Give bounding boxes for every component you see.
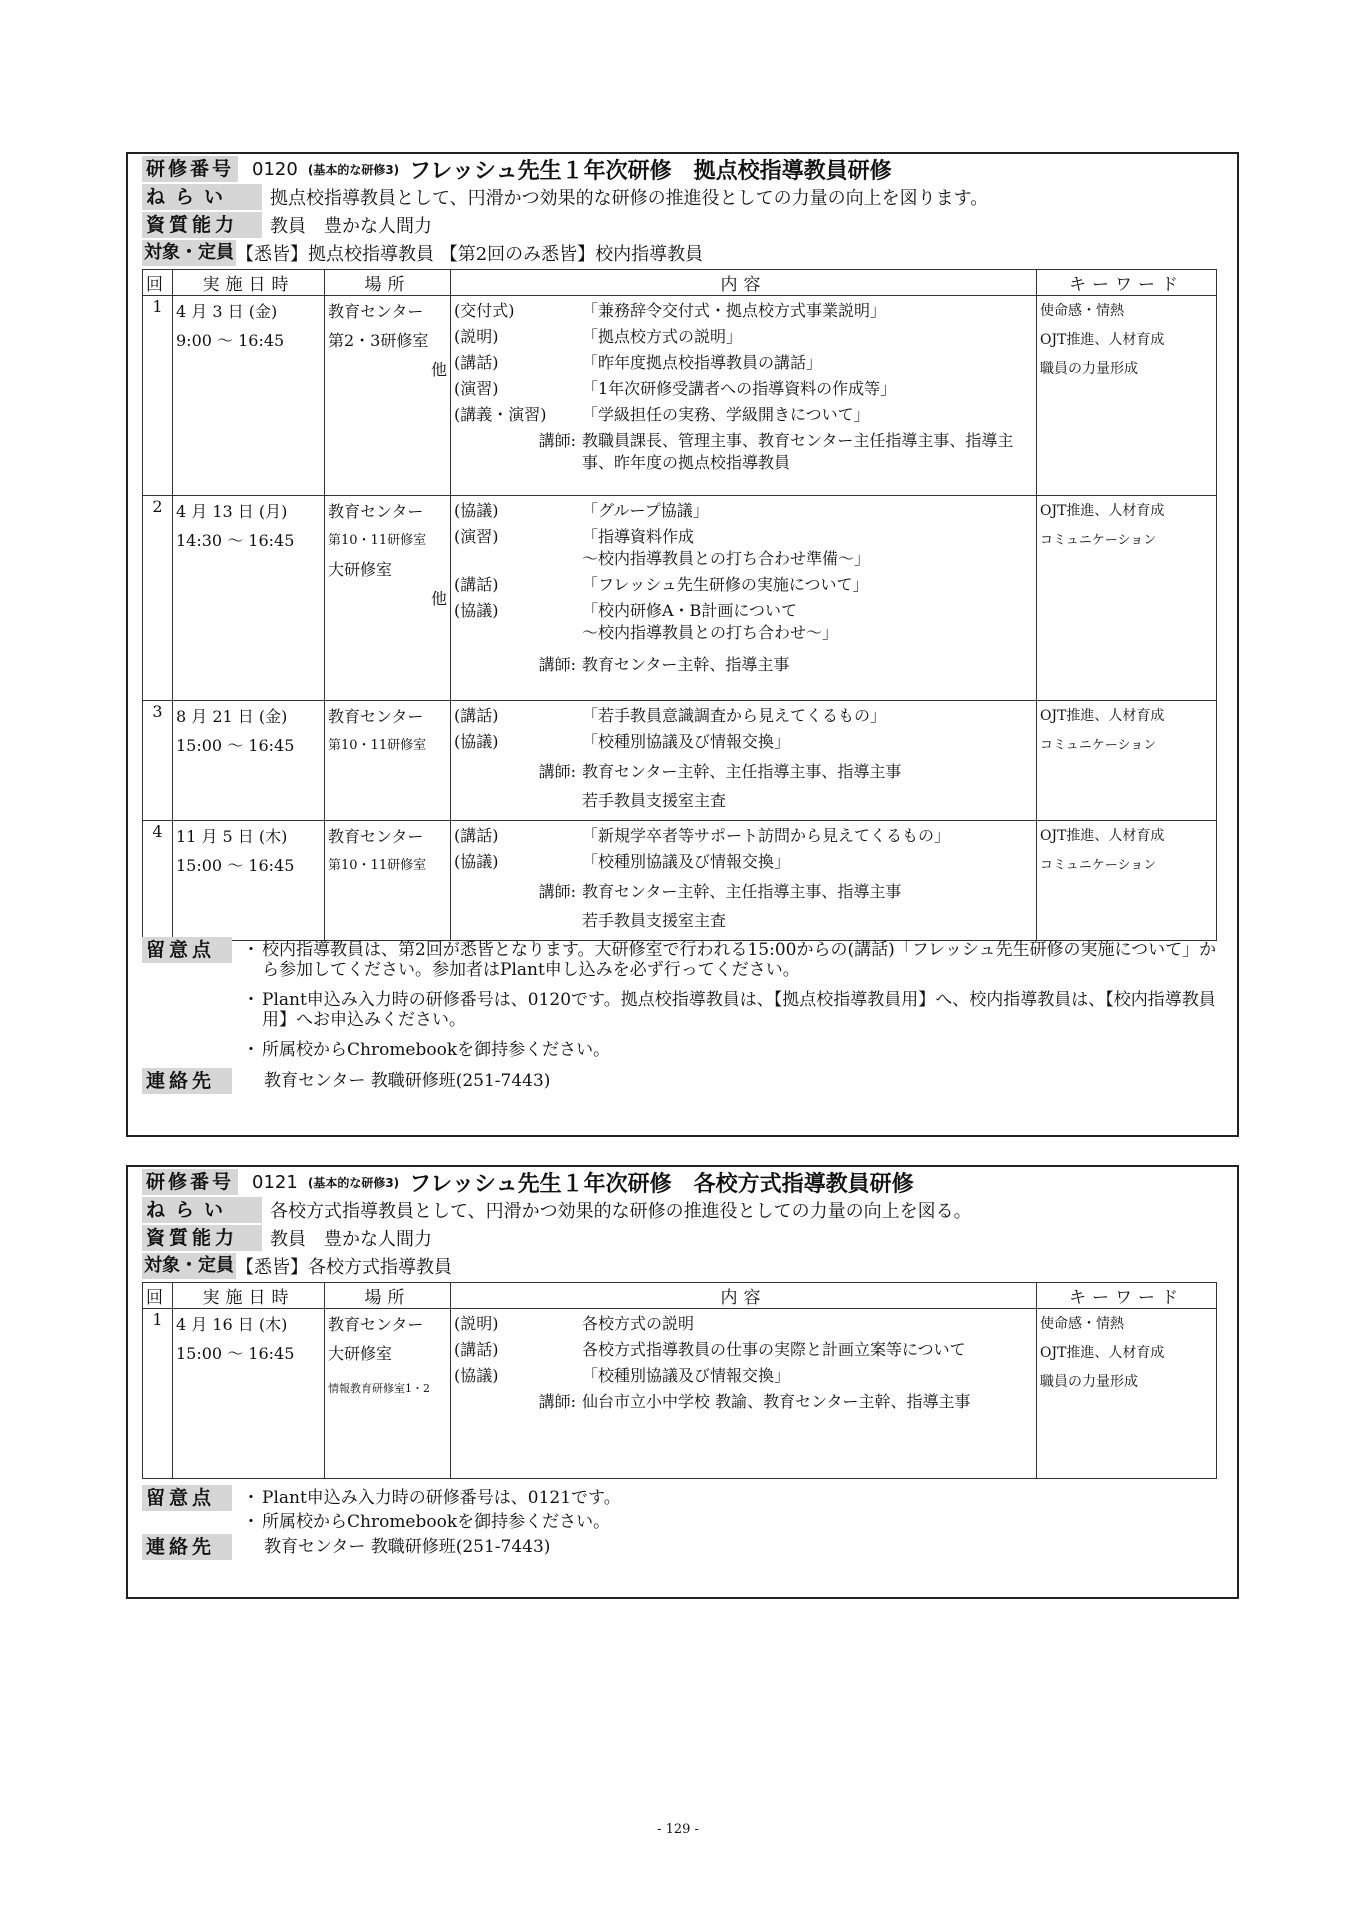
note-item [240, 940, 1227, 980]
content-item [454, 851, 1033, 873]
session-date: 8 月 21 日 (金) [176, 707, 288, 726]
content-type: (講話) [454, 1340, 499, 1359]
session-keywords [1037, 496, 1217, 701]
content-text: 「校種別協議及び情報交換」 [582, 732, 791, 751]
place-line: 第2・3研修室 [328, 331, 429, 350]
keyword: OJT推進、人材育成 [1040, 332, 1165, 348]
session-datetime [173, 496, 325, 701]
keyword: コミュニケーション [1040, 738, 1157, 753]
place-line: 教育センター [328, 302, 424, 321]
note-item [240, 1040, 1227, 1060]
content-text: 「フレッシュ先生研修の実施について」 [582, 575, 869, 594]
session-number: 1 [143, 296, 173, 496]
table-header-row [143, 1283, 1217, 1309]
content-type: (協議) [454, 601, 499, 620]
content-type: (講話) [454, 826, 499, 845]
notes-row [142, 937, 1227, 1070]
aim-label: ねらい [142, 184, 262, 210]
keyword: コミュニケーション [1040, 533, 1157, 548]
training-code: 0121 [252, 1171, 298, 1193]
lecturer-label: 講師: [538, 1392, 576, 1411]
session-date: 11 月 5 日 (木) [176, 827, 288, 846]
content-item [454, 731, 1033, 753]
training-number-row [142, 1169, 1227, 1195]
note-item [240, 1512, 1227, 1532]
session-time: 15:00 ～ 16:45 [176, 856, 295, 875]
training-number-row [142, 156, 1227, 182]
training-title: フレッシュ先生１年次研修 拠点校指導教員研修 [409, 158, 892, 184]
lecturer-item [454, 654, 1033, 676]
session-place [325, 296, 451, 496]
content-item [454, 1313, 1033, 1335]
content-text: 「拠点校方式の説明」 [582, 327, 743, 346]
session-datetime [173, 821, 325, 941]
table-header-row [143, 270, 1217, 296]
bullet-icon: ・ [242, 1040, 260, 1060]
content-type: (演習) [454, 527, 499, 546]
keyword: 職員の力量形成 [1040, 1374, 1138, 1390]
target-text: 【悉皆】拠点校指導教員 【第2回のみ悉皆】校内指導教員 [236, 244, 704, 265]
content-text: 「兼務辞令交付式・拠点校方式事業説明」 [582, 301, 887, 320]
ability-text: 教員 豊かな人間力 [270, 216, 432, 237]
session-time: 15:00 ～ 16:45 [176, 1344, 295, 1363]
keyword: OJT推進、人材育成 [1040, 708, 1165, 724]
target-row [142, 1253, 1227, 1279]
session-date: 4 月 3 日 (金) [176, 302, 278, 321]
training-category-tag: (基本的な研修3) [307, 1175, 400, 1190]
notes-list [240, 937, 1227, 1070]
place-line: 教育センター [328, 1315, 424, 1334]
ability-row [142, 1225, 1227, 1251]
training-card-0121 [126, 1165, 1239, 1599]
content-type: (協議) [454, 732, 499, 751]
training-card-0120 [126, 152, 1239, 1137]
session-number: 2 [143, 496, 173, 701]
contact-row [142, 1068, 1227, 1094]
col-header-num: 回 [143, 1283, 173, 1309]
content-item [454, 378, 1033, 400]
target-label: 対象・定員 [142, 1253, 236, 1279]
keyword: OJT推進、人材育成 [1040, 503, 1165, 519]
ability-label: 資質能力 [142, 1225, 262, 1251]
lecturer-text: 教育センター主幹、主任指導主事、指導主事 若手教員支援室主査 [582, 762, 902, 810]
aim-row [142, 1197, 1227, 1223]
session-number: 1 [143, 1309, 173, 1479]
target-row [142, 240, 1227, 266]
contact-text: 教育センター 教職研修班(251-7443) [264, 1071, 551, 1091]
content-type: (協議) [454, 1366, 499, 1385]
content-text: 「昨年度拠点校指導教員の講話」 [582, 353, 823, 372]
note-text: 所属校からChromebookを御持参ください。 [262, 1512, 611, 1532]
content-type: (協議) [454, 852, 499, 871]
notes-section [142, 1485, 1227, 1560]
keyword: 使命感・情熱 [1040, 303, 1124, 319]
session-keywords [1037, 1309, 1217, 1479]
content-text: 「指導資料作成 ～校内指導教員との打ち合わせ準備～」 [582, 527, 871, 568]
session-place [325, 821, 451, 941]
content-item [454, 300, 1033, 322]
session-time: 14:30 ～ 16:45 [176, 531, 295, 550]
page-number: - 129 - [657, 1822, 699, 1837]
contact-text: 教育センター 教職研修班(251-7443) [264, 1537, 551, 1557]
place-line: 大研修室 [328, 560, 393, 579]
content-text: 「校内研修A・B計画について ～校内指導教員との打ち合わせ～」 [582, 601, 839, 642]
content-type: (交付式) [454, 301, 515, 320]
aim-label: ねらい [142, 1197, 262, 1223]
session-keywords [1037, 821, 1217, 941]
aim-text: 拠点校指導教員として、円滑かつ効果的な研修の推進役としての力量の向上を図ります。 [270, 188, 989, 209]
place-line: 第10・11研修室 [328, 533, 427, 548]
lecturer-item [454, 877, 1033, 935]
session-date: 4 月 13 日 (月) [176, 502, 288, 521]
content-item [454, 574, 1033, 596]
table-row [143, 821, 1217, 941]
target-label: 対象・定員 [142, 240, 236, 266]
schedule-table [142, 269, 1217, 941]
content-text: 「新規学卒者等サポート訪問から見えてくるもの」 [582, 826, 951, 845]
table-row [143, 1309, 1217, 1479]
content-item [454, 1339, 1033, 1361]
session-number: 4 [143, 821, 173, 941]
place-line: 第10・11研修室 [328, 858, 427, 873]
bullet-icon: ・ [242, 1488, 260, 1508]
training-title: フレッシュ先生１年次研修 各校方式指導教員研修 [409, 1171, 914, 1197]
lecturer-text: 教育センター主幹、主任指導主事、指導主事 若手教員支援室主査 [582, 882, 902, 930]
col-header-place: 場所 [325, 270, 451, 296]
table-row [143, 701, 1217, 821]
content-item [454, 500, 1033, 522]
session-datetime [173, 296, 325, 496]
place-line: 教育センター [328, 707, 424, 726]
session-number: 3 [143, 701, 173, 821]
col-header-keyword: キーワード [1037, 270, 1217, 296]
notes-label: 留意点 [142, 1485, 232, 1511]
place-line: 他 [430, 589, 447, 608]
session-datetime [173, 1309, 325, 1479]
content-type: (講話) [454, 706, 499, 725]
training-code: 0120 [252, 158, 298, 180]
session-place [325, 701, 451, 821]
keyword: OJT推進、人材育成 [1040, 828, 1165, 844]
content-text: 各校方式指導教員の仕事の実際と計画立案等について [582, 1340, 966, 1359]
place-line: 教育センター [328, 827, 424, 846]
content-text: 「グループ協議」 [582, 501, 709, 520]
lecturer-item [454, 1391, 1033, 1413]
notes-section [142, 937, 1227, 1094]
content-type: (協議) [454, 501, 499, 520]
contact-row [142, 1534, 1227, 1560]
content-type: (講話) [454, 353, 499, 372]
content-text: 「校種別協議及び情報交換」 [582, 852, 791, 871]
place-line: 他 [430, 360, 447, 379]
ability-row [142, 212, 1227, 238]
keyword: コミュニケーション [1040, 858, 1157, 873]
lecturer-text: 仙台市立小中学校 教諭、教育センター主幹、指導主事 [582, 1392, 971, 1411]
contact-label: 連絡先 [142, 1534, 232, 1560]
keyword: OJT推進、人材育成 [1040, 1345, 1165, 1361]
content-item [454, 326, 1033, 348]
target-text: 【悉皆】各校方式指導教員 [236, 1257, 452, 1278]
content-type: (演習) [454, 379, 499, 398]
keyword: 使命感・情熱 [1040, 1316, 1124, 1332]
aim-row [142, 184, 1227, 210]
session-keywords [1037, 701, 1217, 821]
session-keywords [1037, 296, 1217, 496]
col-header-date: 実施日時 [173, 1283, 325, 1309]
table-row [143, 296, 1217, 496]
content-item [454, 1365, 1033, 1387]
content-type: (講義・演習) [454, 405, 547, 424]
content-item [454, 600, 1033, 644]
col-header-keyword: キーワード [1037, 1283, 1217, 1309]
col-header-num: 回 [143, 270, 173, 296]
lecturer-label: 講師: [538, 431, 576, 450]
lecturer-label: 講師: [538, 882, 576, 901]
ability-label: 資質能力 [142, 212, 262, 238]
content-text: 「校種別協議及び情報交換」 [582, 1366, 791, 1385]
notes-row [142, 1485, 1227, 1534]
content-text: 「学級担任の実務、学級開きについて」 [582, 405, 870, 424]
content-type: (説明) [454, 327, 499, 346]
col-header-place: 場所 [325, 1283, 451, 1309]
schedule-table [142, 1282, 1217, 1479]
session-content [451, 701, 1037, 821]
content-type: (講話) [454, 575, 499, 594]
place-line: 教育センター [328, 502, 424, 521]
ability-text: 教員 豊かな人間力 [270, 1229, 432, 1250]
content-text: 各校方式の説明 [582, 1314, 695, 1333]
table-row [143, 496, 1217, 701]
lecturer-label: 講師: [538, 655, 576, 674]
note-text: Plant申込み入力時の研修番号は、0120です。拠点校指導教員は、【拠点校指導教員用】へ、校内指導教員は、【校内指導教員用】へお申込みください。 [262, 990, 1216, 1030]
note-item [240, 990, 1227, 1030]
content-item [454, 526, 1033, 570]
note-text: Plant申込み入力時の研修番号は、0121です。 [262, 1488, 621, 1508]
session-place [325, 1309, 451, 1479]
contact-label: 連絡先 [142, 1068, 232, 1094]
session-time: 9:00 ～ 16:45 [176, 331, 285, 350]
note-text: 校内指導教員は、第2回が悉皆となります。大研修室で行われる15:00からの(講話)「フレッシュ先生研修の実施について」から参加してください。参加者はPlant申し込みを必ず行ってください。 [262, 940, 1217, 980]
lecturer-item [454, 757, 1033, 815]
training-category-tag: (基本的な研修3) [307, 162, 400, 177]
place-line: 第10・11研修室 [328, 738, 427, 753]
session-content [451, 821, 1037, 941]
bullet-icon: ・ [242, 990, 260, 1010]
content-text: 「若手教員意識調査から見えてくるもの」 [582, 706, 887, 725]
content-text: 「1年次研修受講者への指導資料の作成等」 [582, 379, 897, 398]
notes-list [240, 1485, 1227, 1534]
session-content [451, 296, 1037, 496]
keyword: 職員の力量形成 [1040, 361, 1138, 377]
content-item [454, 352, 1033, 374]
lecturer-item [454, 430, 1033, 474]
lecturer-text: 教育センター主幹、指導主事 [582, 655, 790, 674]
col-header-content: 内容 [451, 1283, 1037, 1309]
session-place [325, 496, 451, 701]
content-item [454, 705, 1033, 727]
content-item [454, 825, 1033, 847]
session-datetime [173, 701, 325, 821]
lecturer-label: 講師: [538, 762, 576, 781]
training-number-label: 研修番号 [142, 156, 238, 182]
training-number-label: 研修番号 [142, 1169, 238, 1195]
session-content [451, 496, 1037, 701]
notes-label: 留意点 [142, 937, 232, 963]
note-text: 所属校からChromebookを御持参ください。 [262, 1040, 611, 1060]
place-line: 情報教育研修室1・2 [328, 1382, 430, 1395]
note-item [240, 1488, 1227, 1508]
session-content [451, 1309, 1037, 1479]
session-time: 15:00 ～ 16:45 [176, 736, 295, 755]
content-type: (説明) [454, 1314, 499, 1333]
session-date: 4 月 16 日 (木) [176, 1315, 288, 1334]
content-item [454, 404, 1033, 426]
col-header-date: 実施日時 [173, 270, 325, 296]
place-line: 大研修室 [328, 1344, 393, 1363]
lecturer-text: 教職員課長、管理主事、教育センター主任指導主事、指導主事、昨年度の拠点校指導教員 [582, 431, 1014, 472]
col-header-content: 内容 [451, 270, 1037, 296]
bullet-icon: ・ [242, 1512, 260, 1532]
bullet-icon: ・ [242, 940, 260, 960]
aim-text: 各校方式指導教員として、円滑かつ効果的な研修の推進役としての力量の向上を図る。 [270, 1201, 972, 1222]
